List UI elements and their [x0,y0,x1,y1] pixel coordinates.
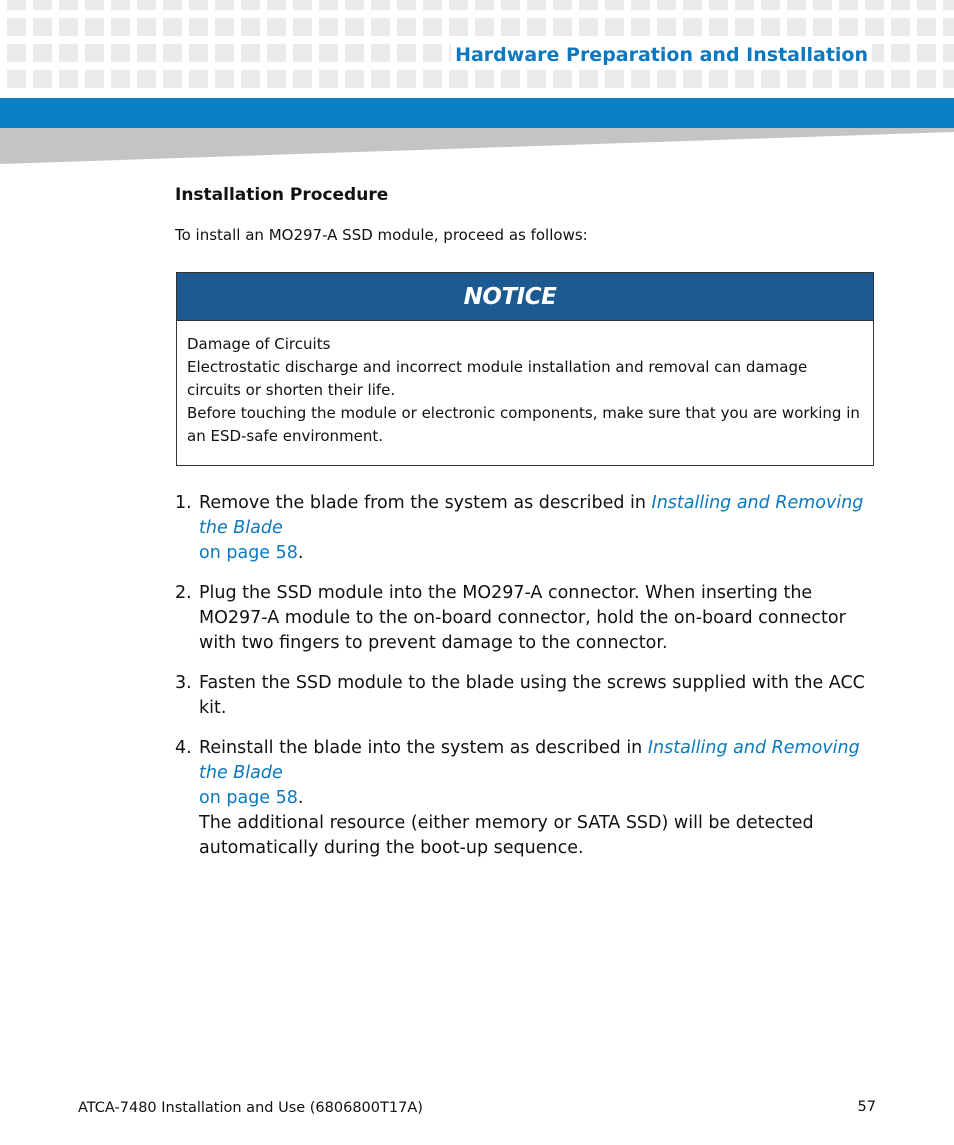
list-item [175,736,875,861]
notice-header [177,273,873,321]
step-text-after: . [297,788,304,808]
page-reference-link[interactable]: on page 58 [199,543,298,563]
step-text-after: . [297,543,304,563]
notice-line: Electrostatic discharge and incorrect module installation and removal can damage circuits or shorten their life. [187,358,808,399]
section-title: Installation Procedure [175,185,389,205]
notice-label: NOTICE [463,283,557,310]
step-text [199,491,875,566]
step-note: The additional resource (either memory or SATA SSD) will be detected automatically during the boot-up sequence. [199,813,814,858]
step-text: Fasten the SSD module to the blade using the screws supplied with the ACC kit. [199,673,865,718]
header-blue-bar [0,98,954,128]
step-number: 4. [175,738,192,758]
step-text [199,736,875,861]
page-reference-link[interactable]: on page 58 [199,788,298,808]
cross-reference-link[interactable]: Installing and Removing the Blade [199,493,864,538]
list-item [175,491,875,566]
notice-body [177,321,873,448]
intro-text: To install an MO297-A SSD module, proceed as follows: [175,226,588,244]
cross-reference-link[interactable]: Installing and Removing the Blade [199,738,860,783]
footer-page-number: 57 [857,1099,876,1115]
list-item [175,581,875,656]
notice-line: Before touching the module or electronic components, make sure that you are working in an ESD-safe environment. [187,404,860,445]
list-item [175,671,875,721]
notice-line: Damage of Circuits [187,335,331,353]
step-number: 2. [175,583,192,603]
procedure-steps [175,491,875,876]
step-number: 1. [175,493,192,513]
step-number: 3. [175,673,192,693]
footer-document-title: ATCA-7480 Installation and Use (6806800T17A) [78,1100,423,1116]
notice-box [176,272,874,466]
header-gray-wedge [0,128,954,164]
step-text: Plug the SSD module into the MO297-A connector. When inserting the MO297-A module to the on-board connector, hold the on-board connector with two fingers to prevent damage to the connector. [199,583,846,653]
step-text-before: Remove the blade from the system as described in [199,493,652,513]
running-header-title: Hardware Preparation and Installation [451,42,872,68]
step-text-before: Reinstall the blade into the system as described in [199,738,648,758]
